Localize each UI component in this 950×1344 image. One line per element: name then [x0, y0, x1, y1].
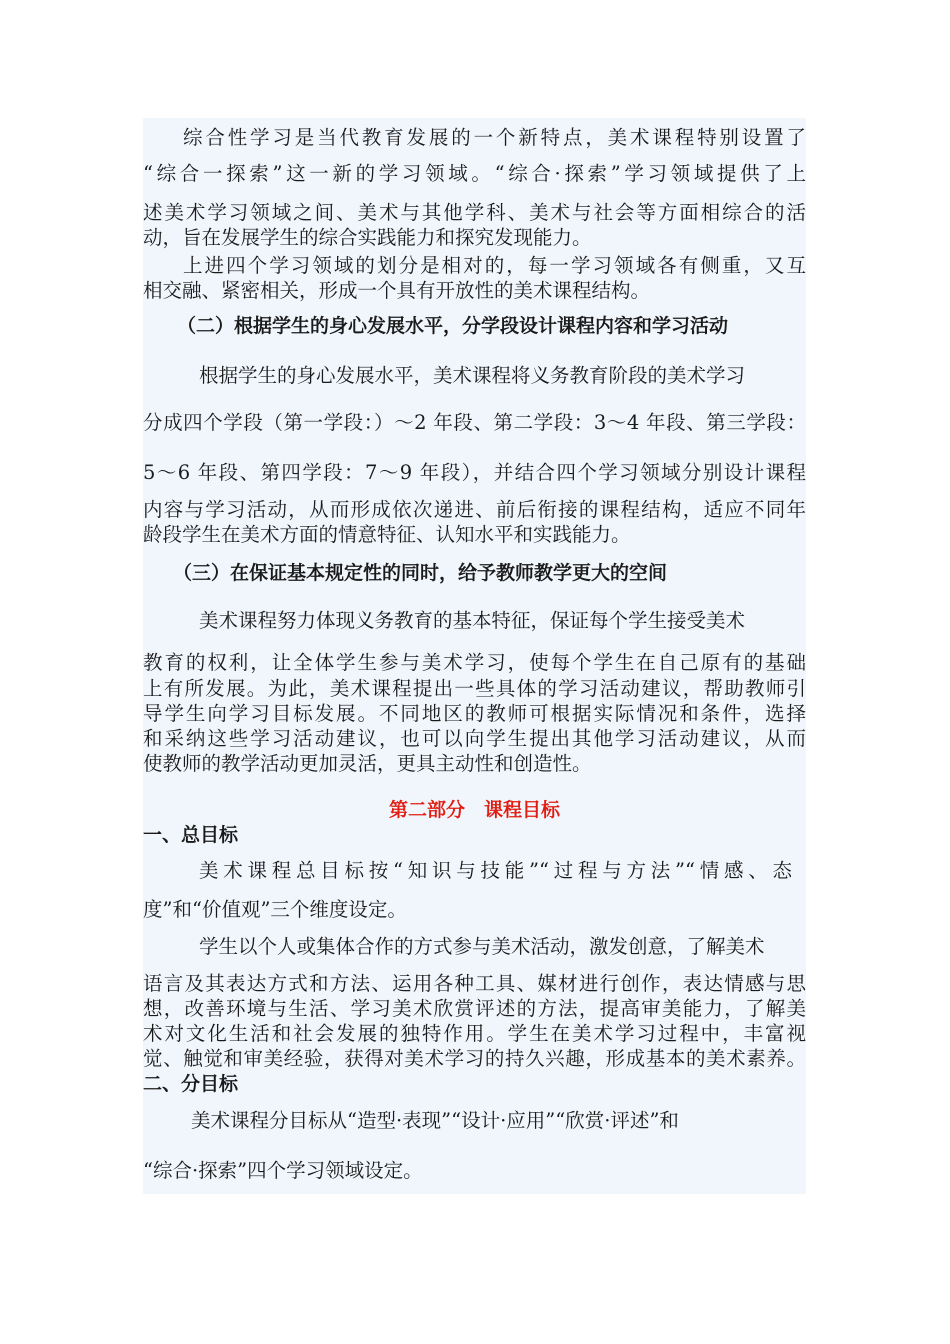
text-line: 学生以个人或集体合作的方式参与美术活动，激发创意，了解美术: [199, 935, 765, 958]
text-line: 觉、触觉和审美经验，获得对美术学习的持久兴趣，形成基本的美术素养。: [143, 1047, 806, 1070]
text-line: 术对文化生活和社会发展的独特作用。学生在美术学习过程中，丰富视: [143, 1022, 806, 1045]
text-line: “综合一探索”这一新的学习领域。“综合·探索”学习领域提供了上: [143, 162, 806, 185]
text-line: 内容与学习活动，从而形成依次递进、前后衔接的课程结构，适应不同年: [143, 498, 806, 521]
text-line: 美术课程总目标按“知识与技能”“过程与方法”“情感、态: [199, 859, 792, 882]
text-line: 上进四个学习领域的划分是相对的，每一学习领域各有侧重，又互: [183, 254, 806, 277]
section-heading: （二）根据学生的身心发展水平，分学段设计课程内容和学习活动: [177, 315, 729, 337]
text-line: 相交融、紧密相关，形成一个具有开放性的美术课程结构。: [143, 279, 651, 302]
text-line: 使教师的教学活动更加灵活，更具主动性和创造性。: [143, 752, 592, 775]
text-line: 语言及其表达方式和方法、运用各种工具、媒材进行创作，表达情感与思: [143, 972, 806, 995]
text-line: 综合性学习是当代教育发展的一个新特点，美术课程特别设置了: [183, 126, 806, 149]
part-title: 第二部分 课程目标: [388, 799, 560, 821]
text-line: 述美术学习领域之间、美术与其他学科、美术与社会等方面相综合的活: [143, 201, 806, 224]
text-line: 分成四个学段（第一学段：）～2 年段、第二学段：3～4 年段、第三学段：: [143, 411, 806, 434]
text-line: 动，旨在发展学生的综合实践能力和探究发现能力。: [143, 226, 592, 249]
section-title: 一、总目标: [143, 824, 239, 846]
text-line: 龄段学生在美术方面的情意特征、认知水平和实践能力。: [143, 523, 631, 546]
text-line: 导学生向学习目标发展。不同地区的教师可根据实际情况和条件，选择: [143, 702, 806, 725]
section-heading: （三）在保证基本规定性的同时，给予教师教学更大的空间: [173, 562, 668, 584]
text-line: “综合·探索”四个学习领域设定。: [143, 1159, 423, 1182]
text-line: 上有所发展。为此，美术课程提出一些具体的学习活动建议，帮助教师引: [143, 677, 806, 700]
text-line: 美术课程努力体现义务教育的基本特征，保证每个学生接受美术: [199, 609, 746, 632]
text-line: 教育的权利，让全体学生参与美术学习，使每个学生在自己原有的基础: [143, 651, 806, 674]
text-line: 度”和“价值观”三个维度设定。: [143, 898, 407, 921]
text-line: 5～6 年段、第四学段：7～9 年段），并结合四个学习领域分别设计课程: [143, 461, 806, 484]
section-title: 二、分目标: [143, 1073, 239, 1095]
text-line: 和采纳这些学习活动建议，也可以向学生提出其他学习活动建议，从而: [143, 727, 806, 750]
text-line: 美术课程分目标从“造型·表现”“设计·应用”“欣赏·评述”和: [191, 1109, 679, 1132]
text-line: 根据学生的身心发展水平，美术课程将义务教育阶段的美术学习: [199, 364, 746, 387]
text-line: 想，改善环境与生活、学习美术欣赏评述的方法，提高审美能力，了解美: [143, 997, 806, 1020]
